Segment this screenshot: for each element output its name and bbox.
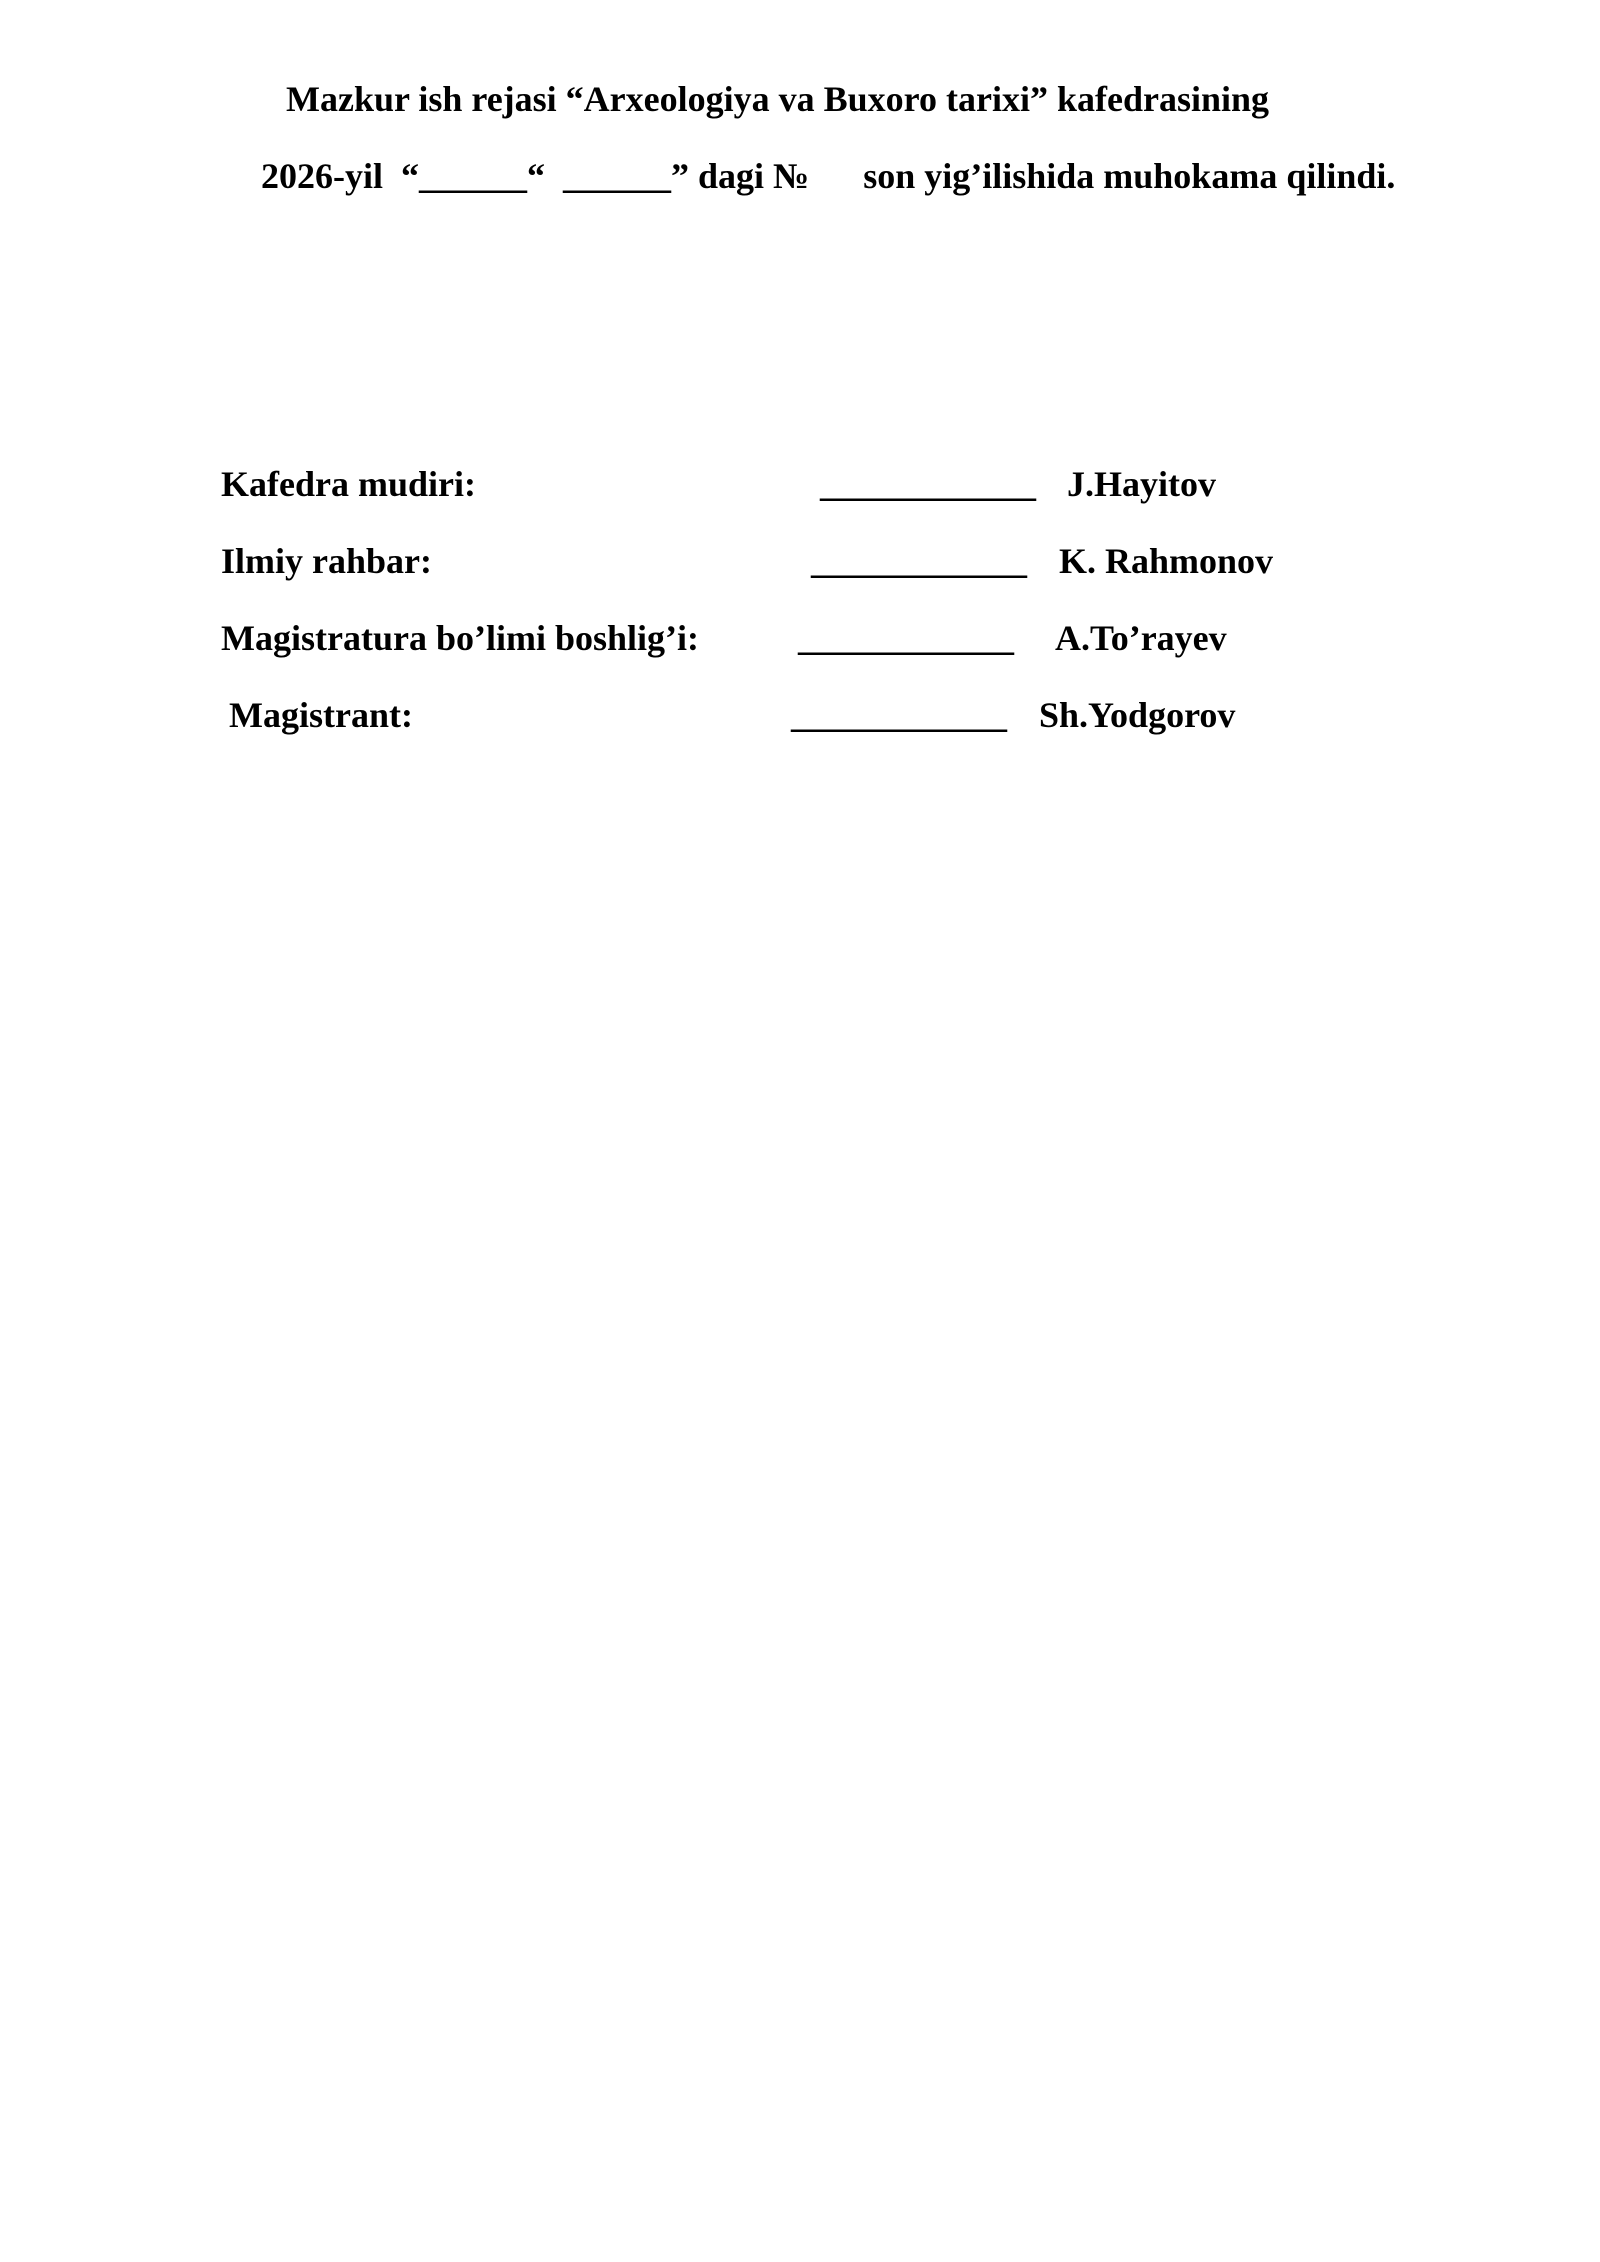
signature-role-label: Magistratura bo’limi boshlig’i: (221, 618, 699, 658)
signature-role-label: Ilmiy rahbar: (221, 541, 432, 581)
signature-blank-line: ____________ (820, 464, 1036, 504)
signature-role-label: Magistrant: (229, 695, 413, 735)
approval-statement-line-1: Mazkur ish rejasi “Arxeologiya va Buxoro tarixi” kafedrasining (286, 79, 1270, 119)
signatory-name: A.To’rayev (1055, 618, 1227, 658)
signatory-name: Sh.Yodgorov (1039, 695, 1236, 735)
signature-blank-line: ____________ (791, 695, 1007, 735)
signature-role-label: Kafedra mudiri: (221, 464, 476, 504)
signature-blank-line: ____________ (798, 618, 1014, 658)
signature-blank-line: ____________ (811, 541, 1027, 581)
signatory-name: K. Rahmonov (1059, 541, 1274, 581)
approval-statement-line-2: 2026-yil “______“ ______” dagi № son yig’ilishida muhokama qilindi. (261, 156, 1396, 196)
signatory-name: J.Hayitov (1067, 464, 1216, 504)
